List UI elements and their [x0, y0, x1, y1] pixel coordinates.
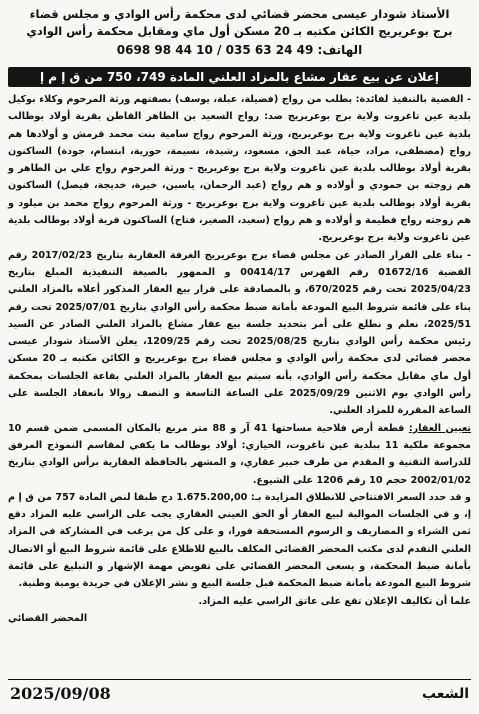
newspaper-footer: [8, 679, 471, 708]
notice-body: [8, 91, 471, 627]
property-designation-label: تعيين العقار:: [408, 422, 471, 434]
bailiff-name-line: الأستاذ شودار عيسى محضر قضائي لدى محكمة رأس الوادي و مجلس قضاء: [29, 7, 450, 21]
opening-price-paragraph: و قد حدد السعر الافتتاحي للانطلاق المزايدة بـ: 1.675.200,00 دج طبقا لنص المادة 757 من ق إ م إ، و في الجلسات الموالية لبيع العقار أو الحق العيني العقاري يجب على الراسي عليه المزاد دفع ثمن الشراء و المصاريف و الرسوم المستحقة فورا، و على كل من يرغب في المشاركة في المزاد العلني التقدم لدى مكتب المحضر القضائي المكلف بالبيع للاطلاع على قائمة شروط البيع أو الاتصال بأمانة ضبط المحكمة، و يسعى المحضر القضائي على تفويض مهمة الإشهار و التبليغ على قائمة شروط البيع المودعة بأمانة ضبط المحكمة قبل جلسة البيع و نشر الإعلان في جريدة يومية وطنية.: [8, 491, 471, 590]
publication-date: 2025/09/08: [10, 684, 111, 703]
bailiff-phone-line: الهاتف: 49 24 63 035 / 10 44 98 0698: [116, 43, 363, 57]
signature-line: المحضر القضائي: [8, 612, 88, 624]
newspaper-name: الشعب: [421, 686, 469, 702]
case-parties-paragraph: - القضية بالتنفيذ لفائدة: بطلب من رواج (فضيلة، عبلة، يوسف) بصفتهم ورثة المرحوم وكلاء بوكيل بلدية عين تاغروت ولاية برج بوعريريج ضد: رواج السعيد بن الطاهر القاطن بقرية أولاد بوطالب بلدية عين تاغروت ولاية برج بوعريريج، ورثة المرحوم رواج سامية بنت محمد قرمش و أولادها هم رواج (مصطفى، مراد، حياة، عبد الحق، مسعود، رشيدة، نسيمة، حورية، ابتسام، جودة) الساكنون بقرية أولاد بوطالب بلدية عين تاغروت ولاية برج بوعريريج - ورثة المرحوم رواج علي بن الطاهر و هم زوجته بن حمودي و أولاده و هم رواج (عبد الرحمان، ياسين، خيرة، خديجة، فيصل) الساكنون بقرية أولاد بوطالب بلدية عين تاغروت ولاية برج بوعريريج - ورثة المرحوم رواج محمد بن ميلود و هم زوجته رواج فطيمة و أولاده و هم رواج (سعيد، الصغير، فتاح) الساكنون قرية أولاد بوطالب بلدية عين تاغروت ولاية برج بوعريريج.: [8, 94, 471, 244]
bailiff-address-line: برج بوعريريج الكائن مكتبه بـ 20 مسكن أول ماي ومقابل محكمة رأس الوادي: [26, 24, 453, 38]
notice-title-banner: إعلان عن بيع عقار مشاع بالمزاد العلني المادة 749، 750 من ق إ م إ: [8, 67, 471, 87]
property-designation-paragraph: [8, 420, 471, 489]
property-designation-text: قطعة أرض فلاحية مساحتها 41 آر و 88 متر مربع بالمكان المسمى ضمن قسم 10 مجموعة ملكية 11 ببلدية عين تاغروت، الحيازي: أولاد بوطالب ما يكفي لمقاسم النموذج المرفق للدراسة التقنية و المقدم من طرف خبير عقاري، و المشهر بالحافظة العقارية برأس الوادي بتاريخ 2002/01/02 حجم 10 رقم 1206 على الشيوع.: [8, 422, 471, 486]
notice-header: [8, 6, 471, 59]
legal-basis-paragraph: - بناء على القرار الصادر عن مجلس قضاء برج بوعريريج الغرفة العقارية بتاريخ 2017/02/23 رقم القضية 01672/16 رقم الفهرس 00414/17 و الممهور بالصيغة التنفيذية المبلغ بتاريخ 2025/04/23 تحت رقم 670/2025، و بالمصادقة على قرار بيع العقار المذكور أعلاه بالمزاد العلني بناء على قائمة شروط البيع المودعة بأمانة ضبط محكمة رأس الوادي بتاريخ 2025/07/01 تحت رقم 2025/51، نعلم و نطلع على أمر بتحديد جلسة بيع عقار مشاع بالمزاد العلني الصادر عن السيد رئيس محكمة رأس الوادي بتاريخ 2025/08/25 تحت رقم 1209/25، يعلن الأستاذ شودار عيسى محضر قضائي لدى محكمة رأس الوادي و مجلس قضاء برج بوعريريج و الكائن مكتبه بـ 20 مسكن أول ماي مقابل محكمة رأس الوادي، بأنه سيتم بيع العقار بالمزاد العلني بقاعة الجلسات بمحكمة رأس الوادي يوم الاثنين 2025/09/29 على الساعة التاسعة و النصف زوالا بانعقاد الجلسة على الساعة المقررة للمزاد العلني.: [8, 249, 472, 417]
costs-note-paragraph: علما أن تكاليف الإعلان تقع على عاتق الراسي عليه المزاد.: [198, 595, 471, 607]
